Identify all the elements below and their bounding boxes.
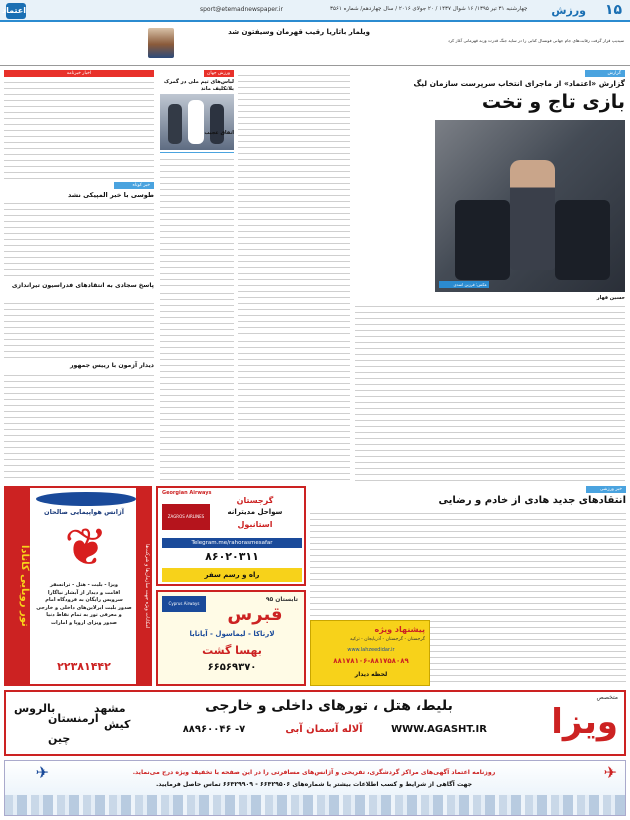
maple-leaf-icon: ❦ bbox=[64, 518, 108, 578]
top-story-kicker: ویلمار باتاریا رقیب قهرمان وسیفتون شد bbox=[228, 28, 370, 36]
page-header bbox=[0, 0, 630, 22]
ad-canada-lines: ویزا - بلیت - هتل - ترانسفر اقامت و دیدار از آبشار نیاگارا سرویس رایگان به فرودگاه امام صدور بلیت ایرلاین‌های داخلی و خارجی و معرفی تور به تمام نقاط دنیا صدور ویزای اروپا و امارات bbox=[36, 582, 132, 626]
ad-georgia-brand: Georgian Airways bbox=[162, 490, 212, 496]
far-left-tag: اخبار خبرنامه bbox=[4, 70, 154, 77]
left-col-tag: ورزش جهان bbox=[204, 70, 234, 77]
ad-georgia-title3: استانبول bbox=[237, 520, 273, 529]
main-article bbox=[355, 70, 625, 484]
main-article-author: حسین قهار bbox=[596, 295, 625, 301]
top-story-body: سیدیپ قرار گرفت رقابت‌های جام جهانی فوتسال کتابی را در سایه جنگ قدرت وزنه قهرمانی آغاز کرد bbox=[447, 38, 624, 43]
ad-visa-agency: آلاله آسمان آبی bbox=[285, 724, 363, 735]
main-article-body bbox=[355, 303, 625, 483]
ad-georgia-telegram[interactable]: Telegram.me/rahorasmesafar bbox=[162, 538, 302, 548]
left-article1-title: لباس‌های تیم ملی در گمرک بلاتکلیف ماند bbox=[163, 79, 234, 92]
article2-title: طوسی با خبر المپیکی نشد bbox=[68, 191, 154, 199]
aside-title: اتفاق عجیب bbox=[204, 130, 234, 136]
skyline-decoration bbox=[5, 795, 625, 815]
ad-cyprus-phone: ۶۶۵۶۹۳۷۰ bbox=[207, 662, 257, 673]
airline-logo-icon bbox=[36, 492, 136, 506]
aside-box bbox=[194, 124, 234, 274]
middle-text-column-2 bbox=[238, 338, 350, 484]
article3-title: پاسخ سجادی به انتقادهای فدراسیون تیراندازی bbox=[11, 282, 154, 289]
ad-cyprus-title: قبرس bbox=[227, 604, 283, 625]
ad-cyprus-cities: لارناکا - لیماسول - آیانابا bbox=[189, 630, 275, 638]
ad-visa-url[interactable]: WWW.AGASHT.IR bbox=[391, 724, 487, 735]
footer-line2: جهت آگاهی از شرایط و کسب اطلاعات بیشتر با شماره‌های ۶۶۴۲۹۵۰۶ - ۶۶۴۲۹۹۰۹ تماس حاصل فرمایید. bbox=[155, 781, 473, 788]
ad-georgia[interactable] bbox=[156, 486, 306, 586]
ad-georgia-tagline: راه و رسم سفر bbox=[162, 568, 302, 582]
article4-title: دیدار آزمون با رییس جمهور bbox=[70, 362, 154, 369]
plane-icon-left: ✈ bbox=[35, 763, 49, 782]
top-story bbox=[0, 24, 630, 66]
footer-line1: روزنامه اعتماد آگهی‌های مراکز گردشگری، تفریحی و آژانس‌های مسافرتی را در این صفحه با تخفیف ویژه درج می‌نماید. bbox=[132, 769, 496, 776]
footer-ad-strip bbox=[4, 760, 626, 816]
ad-lahze-url[interactable]: www.lahzeedidar.ir bbox=[347, 647, 395, 653]
ad-cyprus-season: تابستان ۹۵ bbox=[265, 596, 298, 603]
ad-canada[interactable] bbox=[4, 486, 152, 686]
ad-georgia-title1: گرجستان bbox=[236, 496, 274, 505]
plane-icon-right: ✈ bbox=[603, 763, 617, 782]
ad-visa[interactable] bbox=[4, 690, 626, 756]
ad-canada-airline: آژانس هواپیمایی صالحان bbox=[44, 508, 124, 516]
second-article-tag: خبر ورزشی bbox=[586, 486, 626, 493]
far-left-column bbox=[4, 70, 154, 484]
ad-georgia-title2: سواحل مدیترانه bbox=[227, 508, 283, 516]
ad-georgia-phone: ۸۶۰۲۰۳۱۱ bbox=[162, 550, 302, 564]
ad-lahze[interactable] bbox=[310, 620, 430, 686]
main-article-title: بازی تاج و تخت bbox=[481, 91, 625, 113]
ad-canada-side: امکانات ویژه جهت سازمان‌ها و شرکت‌ها bbox=[136, 488, 150, 684]
ad-visa-pretitle: متخصص bbox=[596, 694, 618, 701]
ad-lahze-brand: لحظه دیدار bbox=[354, 671, 388, 678]
section-email[interactable]: sport@etemadnewspaper.ir bbox=[200, 6, 283, 13]
ad-visa-destinations: بالروس ارمنستان مشهد کیش چین bbox=[14, 702, 131, 745]
ad-visa-brand: ویزا bbox=[551, 702, 618, 742]
page-number: ۱۵ bbox=[604, 2, 622, 18]
ad-canada-phone: ۲۲۳۸۱۴۴۲ bbox=[57, 660, 111, 673]
ad-canada-vertical: تور رویایی کانادا bbox=[6, 488, 30, 684]
main-article-photo bbox=[435, 120, 625, 292]
ad-lahze-sub: گرجستان - گرجستان - آذربایجان - ترکیه bbox=[350, 637, 425, 642]
main-article-sidecolumn bbox=[355, 120, 431, 292]
photo-credit: عکس: فرزین اسدی bbox=[439, 281, 489, 288]
main-article-kicker: گزارش «اعتماد» از ماجرای انتخاب سرپرست سازمان لیگ bbox=[413, 79, 625, 88]
ad-visa-phone: ۷- ۸۸۹۶۰۰۴۶ bbox=[182, 724, 246, 735]
newspaper-logo: اعتماد bbox=[6, 3, 26, 19]
ad-lahze-title: پیشنهاد ویژه bbox=[374, 625, 425, 634]
ad-lahze-phone: ۸۸۱۷۸۱۰۶-۸۸۱۷۵۸۰۸۹ bbox=[333, 657, 409, 665]
ad-visa-line1: بلیط، هتل ، تورهای داخلی و خارجی bbox=[205, 698, 453, 714]
section-title: ورزش bbox=[551, 4, 586, 17]
ad-georgia-airline2: ZAGROS AIRLINES bbox=[162, 504, 210, 530]
ad-cyprus-brand: Cyprus Airways bbox=[162, 596, 206, 612]
second-article-title: انتقادهای جدید هادی از خادم و رضایی bbox=[438, 495, 626, 506]
short-news-tag: خبر کوتاه bbox=[114, 182, 154, 189]
middle-text-column bbox=[238, 72, 350, 334]
dateline: چهارشنبه ۳۱ تیر ۱۳۹۵/ ۱۶ شوال ۱۴۳۷ / ۲۰ جولای ۲۰۱۶ / سال چهاردهم/ شماره ۳۵۶۱ bbox=[330, 6, 528, 12]
ad-cyprus[interactable] bbox=[156, 590, 306, 686]
main-article-tag: گزارش bbox=[585, 70, 625, 77]
ad-cyprus-cta: بهسا گشت bbox=[202, 644, 262, 657]
